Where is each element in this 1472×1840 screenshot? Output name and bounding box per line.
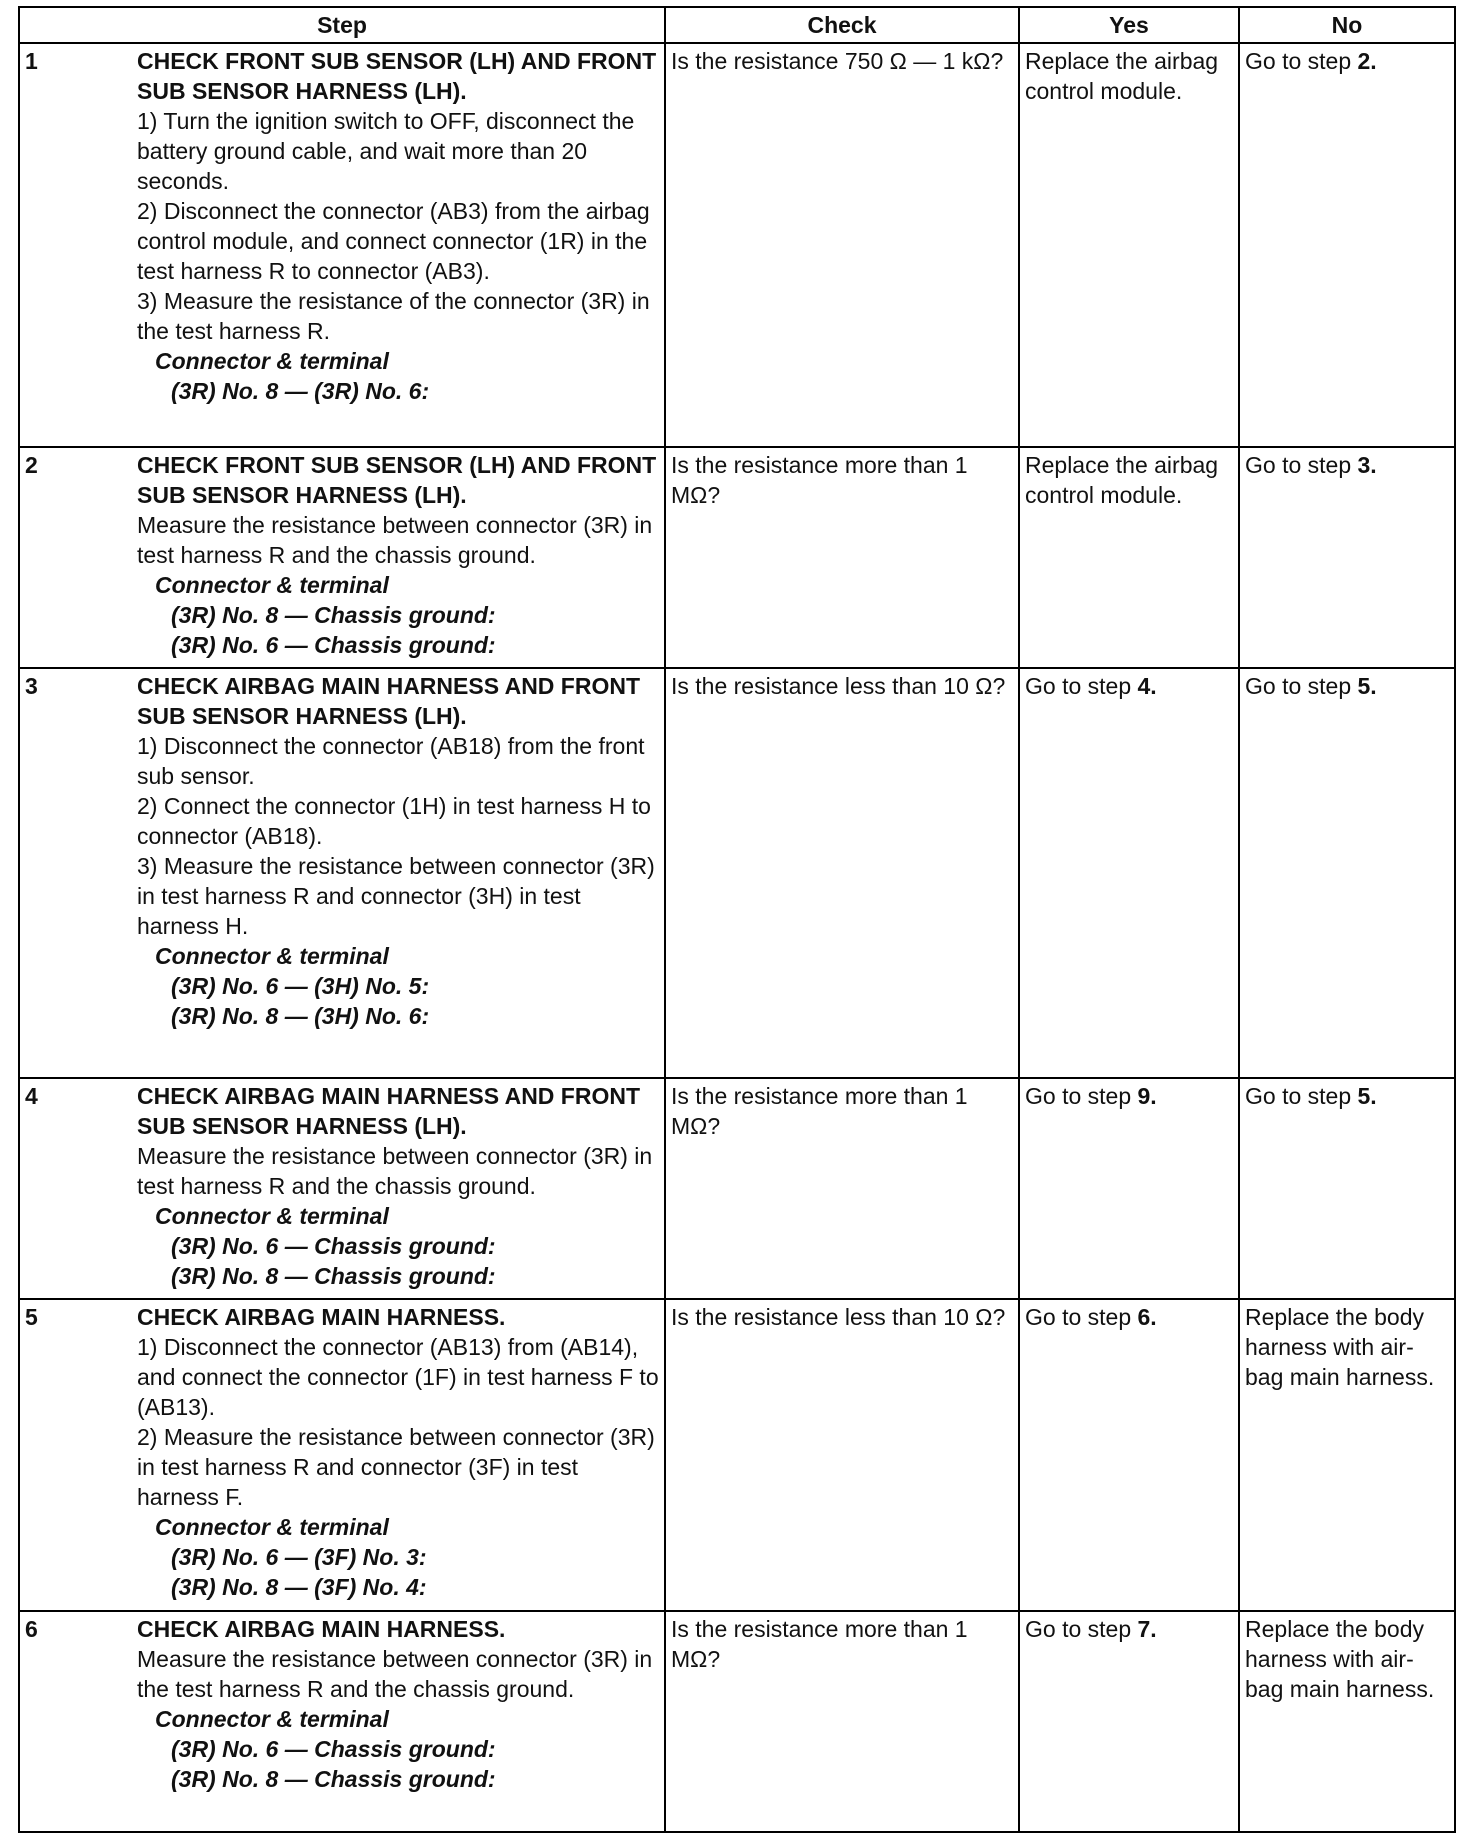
check-question: Is the resistance less than 10 Ω? <box>671 673 1006 699</box>
yes-action: Go to step <box>1025 1083 1138 1109</box>
connector-terminal: (3R) No. 8 — (3H) No. 6: <box>171 1003 430 1029</box>
no-cell <box>1239 1611 1455 1832</box>
yes-cell <box>1019 1611 1239 1832</box>
connector-terminal: (3R) No. 6 — Chassis ground: <box>171 1233 496 1259</box>
connector-terminal: (3R) No. 8 — (3F) No. 4: <box>171 1574 427 1600</box>
step-instruction: 1) Disconnect the connector (AB18) from the front sub sensor. <box>137 733 645 789</box>
step-cell <box>19 447 665 668</box>
step-title: CHECK FRONT SUB SENSOR (LH) AND FRONT SUB SENSOR HARNESS (LH). <box>137 452 657 508</box>
check-question: Is the resistance 750 Ω — 1 kΩ? <box>671 48 1004 74</box>
yes-step-ref: 9. <box>1137 1083 1157 1109</box>
step-number: 5 <box>25 1304 38 1330</box>
check-cell <box>665 447 1019 668</box>
header-step: Step <box>19 7 665 43</box>
no-step-ref: 5. <box>1357 673 1377 699</box>
step-instruction: 2) Connect the connector (1H) in test harness H to connector (AB18). <box>137 793 651 849</box>
table-row <box>19 447 1455 668</box>
no-step-ref: 5. <box>1357 1083 1377 1109</box>
step-body <box>137 1081 659 1291</box>
connector-terminal: (3R) No. 6 — (3F) No. 3: <box>171 1544 427 1570</box>
step-cell-content <box>25 1081 659 1291</box>
yes-action: Replace the airbag control module. <box>1025 452 1219 508</box>
step-body <box>137 1302 659 1602</box>
step-number: 2 <box>25 452 38 478</box>
header-check: Check <box>665 7 1019 43</box>
check-cell <box>665 43 1019 447</box>
connector-terminal: (3R) No. 6 — Chassis ground: <box>171 1736 496 1762</box>
step-instruction: 2) Disconnect the connector (AB3) from the airbag control module, and connect connector (1R) in the test harness R to connector (AB3). <box>137 198 650 284</box>
step-body <box>137 1614 659 1794</box>
yes-step-ref: 6. <box>1137 1304 1157 1330</box>
diagnostic-page <box>18 6 1454 1833</box>
no-action: Go to step <box>1245 48 1358 74</box>
check-question: Is the resistance more than 1 MΩ? <box>671 1083 968 1139</box>
no-step-ref: 3. <box>1357 452 1377 478</box>
step-cell-content <box>25 450 659 660</box>
connector-heading: Connector & terminal <box>155 943 389 969</box>
no-action: Go to step <box>1245 452 1358 478</box>
step-instruction: 3) Measure the resistance between connector (3R) in test harness R and connector (3H) in test harness H. <box>137 853 655 939</box>
connector-heading: Connector & terminal <box>155 348 389 374</box>
check-question: Is the resistance less than 10 Ω? <box>671 1304 1006 1330</box>
step-cell-content <box>25 46 659 406</box>
yes-step-ref: 7. <box>1137 1616 1157 1642</box>
diagnostic-table <box>18 6 1456 1833</box>
step-number: 3 <box>25 673 38 699</box>
step-title: CHECK AIRBAG MAIN HARNESS AND FRONT SUB SENSOR HARNESS (LH). <box>137 1083 641 1139</box>
check-question: Is the resistance more than 1 MΩ? <box>671 1616 968 1672</box>
table-row <box>19 43 1455 447</box>
no-cell <box>1239 1299 1455 1611</box>
step-cell-content <box>25 1302 659 1602</box>
yes-cell <box>1019 43 1239 447</box>
step-cell <box>19 668 665 1078</box>
header-no: No <box>1239 7 1455 43</box>
yes-action: Go to step <box>1025 1304 1138 1330</box>
connector-heading: Connector & terminal <box>155 1514 389 1540</box>
step-instruction: Measure the resistance between connector (3R) in the test harness R and the chassis ground. <box>137 1646 653 1702</box>
check-cell <box>665 668 1019 1078</box>
no-action: Replace the body harness with air-bag main harness. <box>1245 1304 1435 1390</box>
step-title: CHECK AIRBAG MAIN HARNESS. <box>137 1304 506 1330</box>
step-cell <box>19 1078 665 1299</box>
step-cell-content <box>25 1614 659 1794</box>
header-yes: Yes <box>1019 7 1239 43</box>
no-cell <box>1239 43 1455 447</box>
connector-heading: Connector & terminal <box>155 1203 389 1229</box>
connector-terminal: (3R) No. 6 — Chassis ground: <box>171 632 496 658</box>
step-number: 1 <box>25 48 38 74</box>
yes-action: Go to step <box>1025 1616 1138 1642</box>
yes-cell <box>1019 1299 1239 1611</box>
yes-step-ref: 4. <box>1137 673 1157 699</box>
step-instruction: 1) Turn the ignition switch to OFF, disconnect the battery ground cable, and wait more than 20 seconds. <box>137 108 635 194</box>
step-cell <box>19 1299 665 1611</box>
connector-heading: Connector & terminal <box>155 1706 389 1732</box>
step-number: 6 <box>25 1616 38 1642</box>
step-body <box>137 450 659 660</box>
step-body <box>137 46 659 406</box>
step-title: CHECK AIRBAG MAIN HARNESS. <box>137 1616 506 1642</box>
table-row <box>19 1611 1455 1832</box>
yes-cell <box>1019 447 1239 668</box>
check-question: Is the resistance more than 1 MΩ? <box>671 452 968 508</box>
step-title: CHECK AIRBAG MAIN HARNESS AND FRONT SUB SENSOR HARNESS (LH). <box>137 673 641 729</box>
check-cell <box>665 1078 1019 1299</box>
step-title: CHECK FRONT SUB SENSOR (LH) AND FRONT SUB SENSOR HARNESS (LH). <box>137 48 657 104</box>
no-action: Go to step <box>1245 1083 1358 1109</box>
header-row <box>19 7 1455 43</box>
yes-action: Go to step <box>1025 673 1138 699</box>
no-step-ref: 2. <box>1357 48 1377 74</box>
step-instruction: 3) Measure the resistance of the connector (3R) in the test harness R. <box>137 288 650 344</box>
connector-terminal: (3R) No. 8 — Chassis ground: <box>171 1766 496 1792</box>
yes-cell <box>1019 1078 1239 1299</box>
no-action: Go to step <box>1245 673 1358 699</box>
no-cell <box>1239 1078 1455 1299</box>
yes-cell <box>1019 668 1239 1078</box>
step-instruction: Measure the resistance between connector (3R) in test harness R and the chassis ground. <box>137 1143 653 1199</box>
connector-terminal: (3R) No. 8 — Chassis ground: <box>171 602 496 628</box>
table-row <box>19 1299 1455 1611</box>
table-row <box>19 668 1455 1078</box>
step-cell <box>19 1611 665 1832</box>
connector-terminal: (3R) No. 6 — (3H) No. 5: <box>171 973 430 999</box>
connector-heading: Connector & terminal <box>155 572 389 598</box>
step-instruction: 2) Measure the resistance between connector (3R) in test harness R and connector (3F) in test harness F. <box>137 1424 655 1510</box>
table-row <box>19 1078 1455 1299</box>
step-instruction: 1) Disconnect the connector (AB13) from (AB14), and connect the connector (1F) in test harness F to (AB13). <box>137 1334 659 1420</box>
connector-terminal: (3R) No. 8 — Chassis ground: <box>171 1263 496 1289</box>
no-cell <box>1239 668 1455 1078</box>
step-cell-content <box>25 671 659 1031</box>
connector-terminal: (3R) No. 8 — (3R) No. 6: <box>171 378 430 404</box>
yes-action: Replace the airbag control module. <box>1025 48 1219 104</box>
check-cell <box>665 1299 1019 1611</box>
step-body <box>137 671 659 1031</box>
step-cell <box>19 43 665 447</box>
no-cell <box>1239 447 1455 668</box>
step-instruction: Measure the resistance between connector (3R) in test harness R and the chassis ground. <box>137 512 653 568</box>
no-action: Replace the body harness with air-bag main harness. <box>1245 1616 1435 1702</box>
check-cell <box>665 1611 1019 1832</box>
step-number: 4 <box>25 1083 38 1109</box>
